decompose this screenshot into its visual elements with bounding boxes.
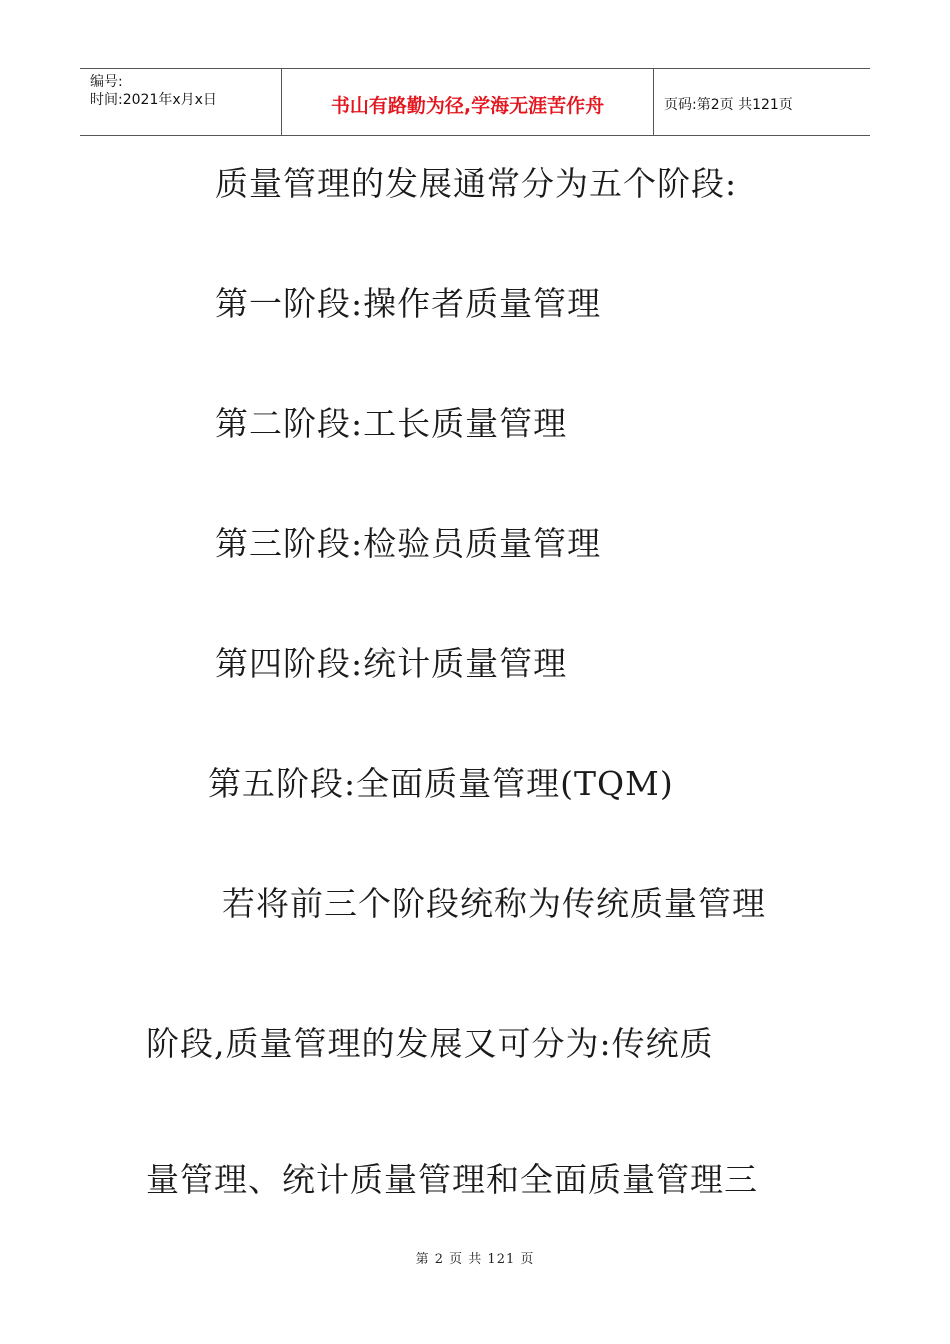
header-page-info: 页码:第2页 共121页 [664, 97, 793, 113]
body-line-intro: 质量管理的发展通常分为五个阶段: [215, 164, 738, 203]
body-line-paragraph-3: 量管理、统计质量管理和全面质量管理三 [146, 1160, 758, 1199]
body-line-stage-3: 第三阶段:检验员质量管理 [215, 524, 602, 563]
header-motto-cell [282, 69, 654, 135]
body-line-stage-2: 第二阶段:工长质量管理 [215, 404, 568, 443]
body-line-paragraph-2: 阶段,质量管理的发展又可分为:传统质 [146, 1024, 714, 1063]
body-line-paragraph-1: 若将前三个阶段统称为传统质量管理 [222, 884, 766, 923]
motto-text: 书山有路勤为径,学海无涯苦作舟 [330, 94, 605, 117]
header-page-cell [654, 69, 870, 135]
page-header [80, 68, 870, 136]
header-meta-cell [80, 69, 282, 135]
body-line-stage-4: 第四阶段:统计质量管理 [215, 644, 568, 683]
body-line-stage-5: 第五阶段:全面质量管理(TQM) [208, 764, 674, 803]
document-number-label: 编号: [90, 74, 123, 90]
page-footer [0, 1248, 950, 1267]
footer-page-number: 第 2 页 共 121 页 [415, 1252, 535, 1267]
body-line-stage-1: 第一阶段:操作者质量管理 [215, 284, 602, 323]
document-date-label: 时间:2021年x月x日 [90, 92, 217, 108]
